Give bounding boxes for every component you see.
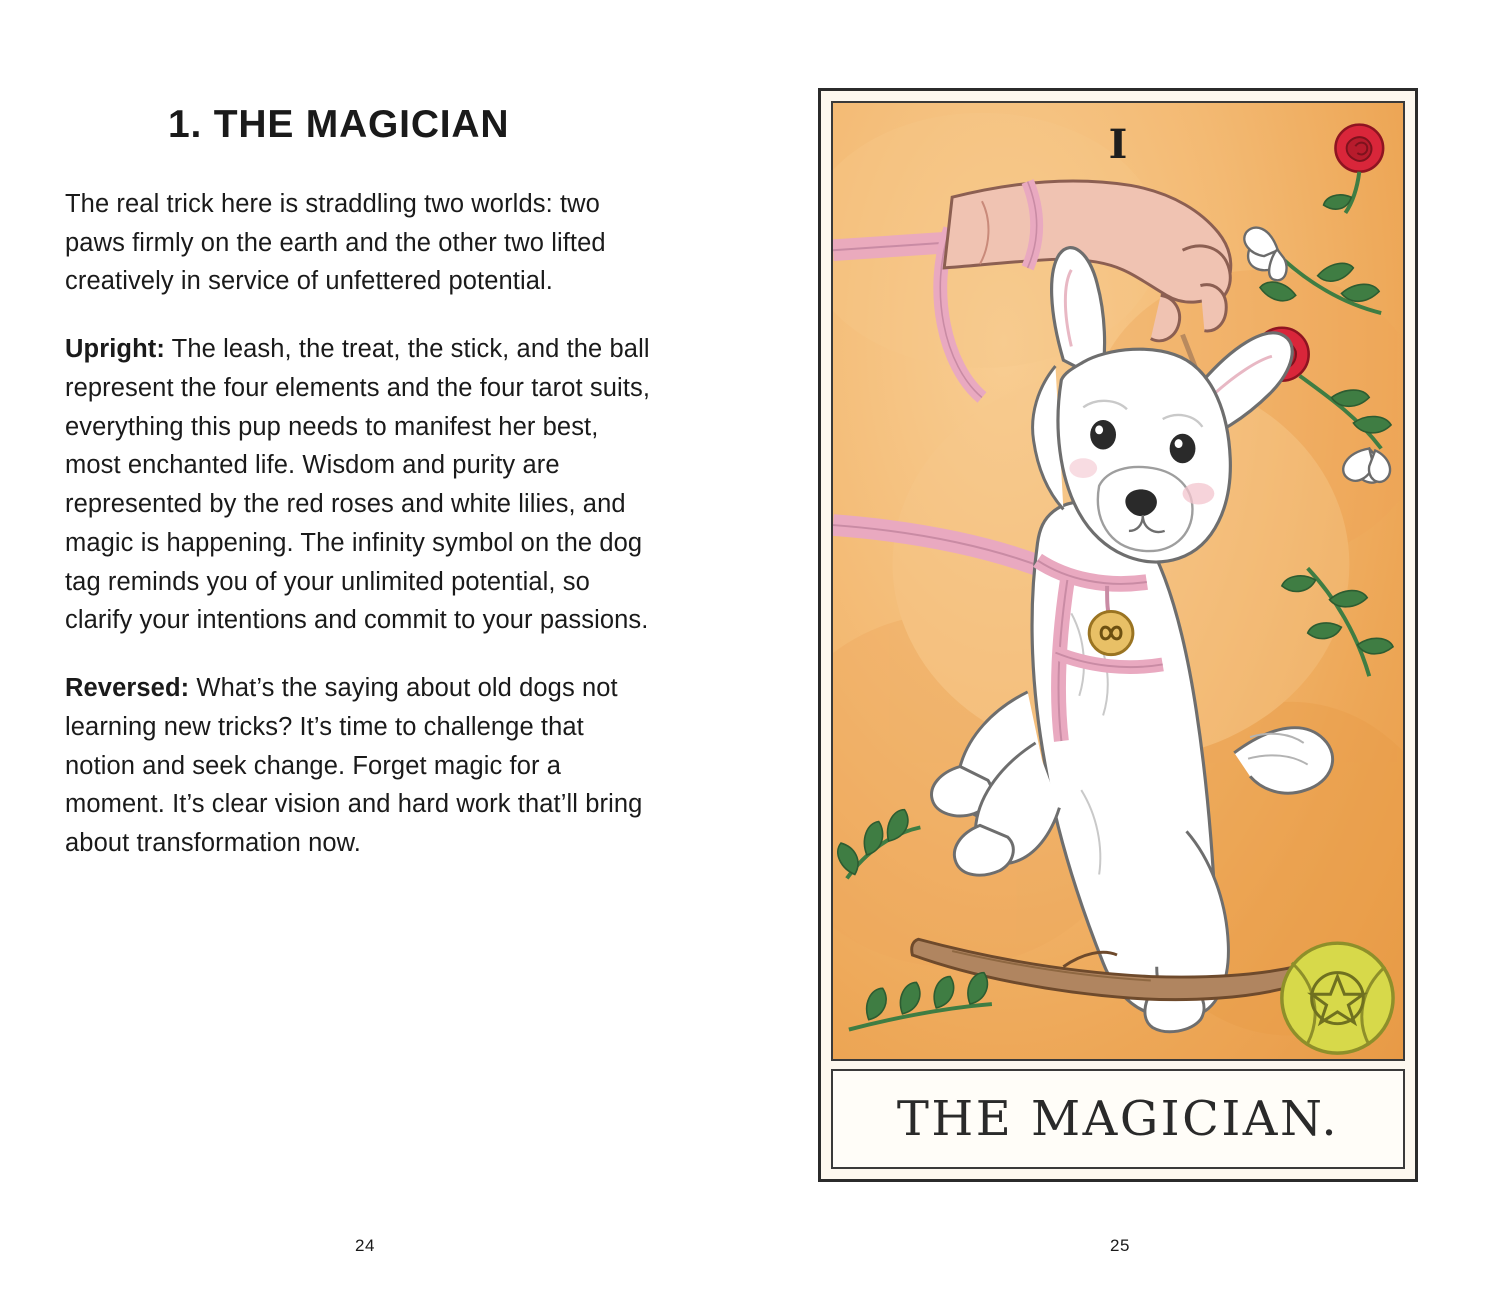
upright-text: The leash, the treat, the stick, and the ball represent the four elements and the four tarot suits, everything this pup needs to manifest her best, most enchanted life. Wisdom and purity are represented by the red roses and white lilies, and magic is happening. The infinity symbol on the dog tag reminds you of your unlimited potential, so clarify your intentions and commit to your passions. <box>65 335 651 635</box>
paragraph-upright <box>65 330 655 640</box>
body-text <box>65 185 655 863</box>
page-title: 1. THE MAGICIAN <box>168 103 510 146</box>
card-roman-numeral: I <box>1108 121 1128 168</box>
card-title-banner <box>831 1069 1405 1169</box>
paragraph-intro-text: The real trick here is straddling two worlds: two paws firmly on the earth and the other two lifted creatively in service of unfettered potential. <box>65 189 606 296</box>
upright-label: Upright: <box>65 335 165 364</box>
tarot-card-illustration <box>833 103 1403 1059</box>
reversed-text: What’s the saying about old dogs not learning new tricks? It’s time to challenge that notion and seek change. Forget magic for a moment. It’s clear vision and hard work that’ll bring about transformation now. <box>65 674 643 858</box>
reversed-label: Reversed: <box>65 674 190 703</box>
paragraph-intro <box>65 185 655 301</box>
page-number-right: 25 <box>1110 1236 1130 1255</box>
paragraph-reversed <box>65 669 655 863</box>
tarot-card-artwork <box>831 101 1405 1061</box>
card-title: THE MAGICIAN. <box>896 1091 1340 1147</box>
red-rose-icon <box>1324 125 1384 213</box>
tennis-ball-icon <box>1282 943 1393 1053</box>
right-page <box>750 0 1500 1294</box>
leaf-sprig-icon <box>849 973 992 1030</box>
page-number-left: 24 <box>355 1236 375 1255</box>
tarot-card <box>818 88 1418 1182</box>
